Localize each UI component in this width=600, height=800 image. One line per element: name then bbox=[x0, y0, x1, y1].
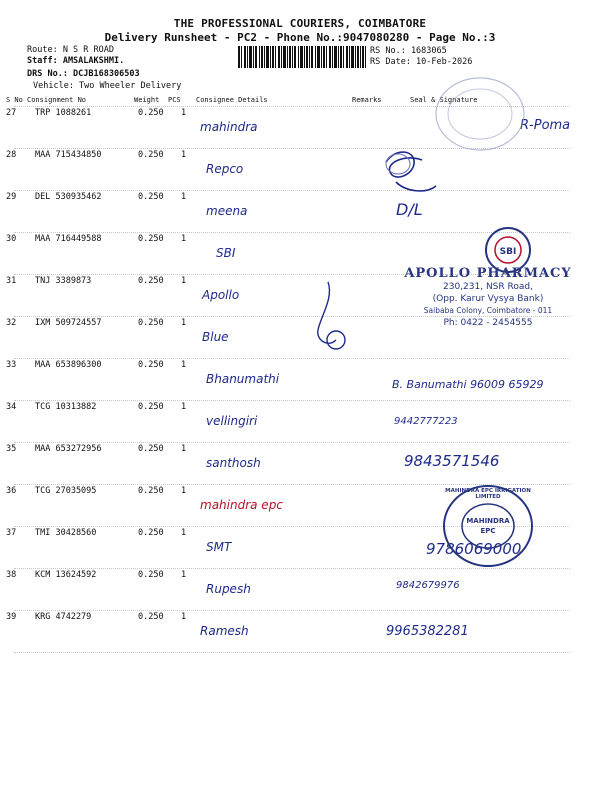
row-pcs: 1 bbox=[181, 570, 187, 580]
apollo-address-3: Saibaba Colony, Coimbatore - 011 bbox=[423, 306, 553, 315]
table-row bbox=[0, 444, 600, 486]
apollo-name: APOLLO PHARMACY bbox=[404, 266, 572, 281]
row-consignee: santhosh bbox=[206, 456, 261, 470]
row-weight: 0.250 bbox=[138, 108, 164, 118]
row-consignment: DEL 530935462 bbox=[35, 192, 102, 202]
row-pcs: 1 bbox=[181, 402, 187, 412]
row-weight: 0.250 bbox=[138, 192, 164, 202]
row-consignee: Rupesh bbox=[206, 582, 251, 596]
row-pcs: 1 bbox=[181, 486, 187, 496]
row-sno: 33 bbox=[6, 360, 17, 370]
row-pcs: 1 bbox=[181, 444, 187, 454]
row-sno: 38 bbox=[6, 570, 17, 580]
table-row bbox=[0, 150, 600, 192]
row-weight: 0.250 bbox=[138, 402, 164, 412]
row-pcs: 1 bbox=[181, 528, 187, 538]
row-consignment: TCG 27035095 bbox=[35, 486, 97, 496]
row-weight: 0.250 bbox=[138, 486, 164, 496]
blue-pen-scribble bbox=[300, 278, 360, 358]
col-weight: Weight bbox=[134, 96, 160, 104]
rs-date: RS Date: 10-Feb-2026 bbox=[370, 57, 473, 67]
row-weight: 0.250 bbox=[138, 570, 164, 580]
row-consignment: TNJ 3389873 bbox=[35, 276, 92, 286]
row-consignment: TMI 30428560 bbox=[35, 528, 97, 538]
row-consignment: MAA 715434850 bbox=[35, 150, 102, 160]
row-divider bbox=[14, 610, 570, 611]
row-weight: 0.250 bbox=[138, 360, 164, 370]
mahindra-stamp-outer: MAHINDRA EPC IRRIGATION LIMITED bbox=[445, 488, 531, 500]
row-divider bbox=[14, 358, 570, 359]
apollo-address-2: (Opp. Karur Vysya Bank) bbox=[432, 294, 544, 304]
mahindra-stamp-inner: MAHINDRA EPC bbox=[466, 517, 510, 535]
route-label: Route: N S R ROAD bbox=[27, 45, 114, 55]
row-sno: 34 bbox=[6, 402, 17, 412]
row-consignee: Ramesh bbox=[200, 624, 249, 638]
row-pcs: 1 bbox=[181, 612, 187, 622]
row-signature: R-Poma bbox=[520, 118, 571, 133]
row-signature: 9843571546 bbox=[404, 452, 500, 470]
row-consignment: MAA 653272956 bbox=[35, 444, 102, 454]
table-row bbox=[0, 612, 600, 654]
row-sno: 28 bbox=[6, 150, 17, 160]
col-consignment: Consignment No bbox=[27, 96, 87, 104]
row-consignment: TRP 1088261 bbox=[35, 108, 92, 118]
row-signature: 9786069000 bbox=[426, 540, 522, 558]
row-consignee: mahindra epc bbox=[200, 498, 283, 512]
rs-number: RS No.: 1683065 bbox=[370, 46, 447, 56]
row-consignment: MAA 716449588 bbox=[35, 234, 102, 244]
row-consignee: meena bbox=[206, 204, 248, 218]
row-consignee: Bhanumathi bbox=[206, 372, 280, 386]
staff-label: Staff: AMSALAKSHMI. bbox=[27, 56, 125, 66]
row-pcs: 1 bbox=[181, 318, 187, 328]
row-sno: 29 bbox=[6, 192, 17, 202]
row-signature: 9842679976 bbox=[396, 580, 460, 591]
col-consignee: Consignee Details bbox=[196, 96, 268, 104]
row-pcs: 1 bbox=[181, 150, 187, 160]
row-sno: 39 bbox=[6, 612, 17, 622]
svg-text:SBI: SBI bbox=[499, 247, 517, 257]
row-signature: D/L bbox=[396, 200, 423, 219]
row-consignment: MAA 653896300 bbox=[35, 360, 102, 370]
company-title: THE PROFESSIONAL COURIERS, COIMBATORE bbox=[173, 17, 427, 30]
row-weight: 0.250 bbox=[138, 234, 164, 244]
row-divider bbox=[14, 190, 570, 191]
row-pcs: 1 bbox=[181, 192, 187, 202]
drs-label: DRS No.: DCJB168306503 bbox=[27, 69, 140, 79]
row-sno: 31 bbox=[6, 276, 17, 286]
row-pcs: 1 bbox=[181, 234, 187, 244]
row-consignment: KCM 13624592 bbox=[35, 570, 97, 580]
table-row bbox=[0, 360, 600, 402]
row-sno: 27 bbox=[6, 108, 17, 118]
row-consignment: TCG 10313882 bbox=[35, 402, 97, 412]
row-sno: 30 bbox=[6, 234, 17, 244]
col-remarks: Remarks bbox=[352, 96, 382, 104]
row-signature: B. Banumathi 96009 65929 bbox=[392, 378, 544, 391]
apollo-address-1: 230,231, NSR Road, bbox=[443, 282, 533, 292]
row-consignment: IXM 509724557 bbox=[35, 318, 102, 328]
barcode bbox=[238, 46, 366, 68]
row-consignee: Blue bbox=[202, 330, 229, 344]
row-weight: 0.250 bbox=[138, 318, 164, 328]
vehicle-label: Vehicle: Two Wheeler Delivery bbox=[33, 81, 182, 91]
row-weight: 0.250 bbox=[138, 528, 164, 538]
row-pcs: 1 bbox=[181, 276, 187, 286]
row-sno: 32 bbox=[6, 318, 17, 328]
row-consignment: KRG 4742279 bbox=[35, 612, 92, 622]
row-weight: 0.250 bbox=[138, 612, 164, 622]
row-signature: 9965382281 bbox=[386, 624, 469, 639]
table-row bbox=[0, 402, 600, 444]
row-divider bbox=[14, 442, 570, 443]
row-sno: 37 bbox=[6, 528, 17, 538]
row-weight: 0.250 bbox=[138, 276, 164, 286]
mahindra-epc-stamp bbox=[440, 482, 536, 570]
row-consignee: mahindra bbox=[200, 120, 258, 134]
row-weight: 0.250 bbox=[138, 150, 164, 160]
runsheet-subtitle: Delivery Runsheet - PC2 - Phone No.:9047080280 - Page No.:3 bbox=[104, 31, 496, 44]
apollo-phone: Ph: 0422 - 2454555 bbox=[443, 318, 533, 328]
row-weight: 0.250 bbox=[138, 444, 164, 454]
row-consignee: Apollo bbox=[202, 288, 240, 302]
row-pcs: 1 bbox=[181, 360, 187, 370]
row-consignee: SBI bbox=[216, 246, 236, 260]
row-sno: 36 bbox=[6, 486, 17, 496]
col-seal-signature: Seal & Signature bbox=[410, 96, 478, 104]
signature-scribble-28 bbox=[376, 142, 456, 202]
row-pcs: 1 bbox=[181, 108, 187, 118]
row-divider bbox=[14, 652, 570, 653]
col-sno: S No bbox=[6, 96, 23, 104]
row-consignee: SMT bbox=[206, 540, 232, 554]
table-row bbox=[0, 570, 600, 612]
apollo-pharmacy-stamp bbox=[388, 266, 588, 329]
col-pcs: PCS bbox=[168, 96, 181, 104]
row-consignee: Repco bbox=[206, 162, 244, 176]
row-sno: 35 bbox=[6, 444, 17, 454]
row-divider bbox=[14, 400, 570, 401]
row-consignee: vellingiri bbox=[206, 414, 258, 428]
row-signature: 9442777223 bbox=[394, 416, 458, 427]
